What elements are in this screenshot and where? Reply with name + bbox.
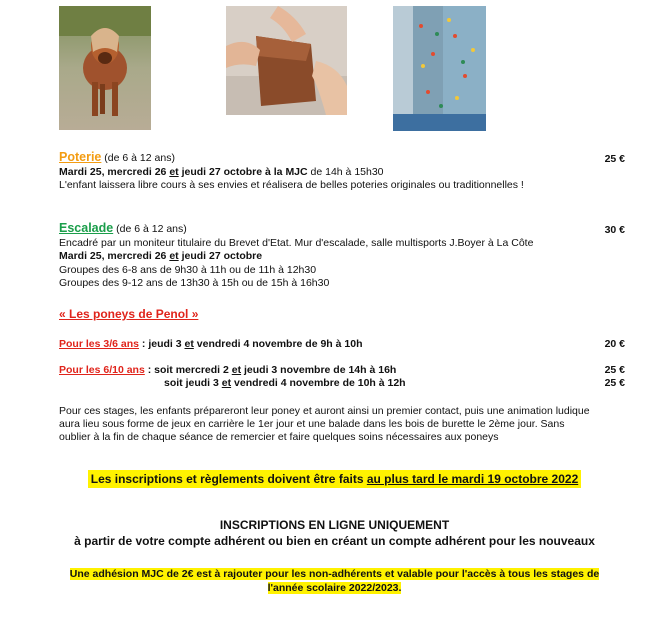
poterie-dates: Mardi 25, mercredi 26 et jeudi 27 octobre à la MJC de 14h à 15h30 (59, 166, 384, 178)
poneys-line-3: soit jeudi 3 et vendredi 4 novembre de 10h à 12h (164, 377, 406, 389)
escalade-heading (59, 221, 187, 235)
poneys-description-3: oublier à la fin de chaque séance de remercier et faire quelques soins nécessaires aux poneys (59, 431, 499, 443)
escalade-age: (de 6 à 12 ans) (113, 223, 187, 235)
poneys-price-3: 25 € (604, 377, 625, 389)
poneys-price-1: 20 € (604, 338, 625, 350)
poterie-price: 25 € (604, 153, 625, 165)
online-subtitle: à partir de votre compte adhérent ou bien en créant un compte adhérent pour les nouveaux (74, 534, 595, 548)
escalade-group-1: Groupes des 6-8 ans de 9h30 à 11h ou de 11h à 12h30 (59, 264, 317, 276)
escalade-description: Encadré par un moniteur titulaire du Brevet d'Etat. Mur d'escalade, salle multisports J.Boyer à La Côte (59, 237, 534, 249)
poneys-price-2: 25 € (604, 364, 625, 376)
poneys-title: « Les poneys de Penol » (59, 307, 199, 321)
poneys-line-2: Pour les 6/10 ans : soit mercredi 2 et jeudi 3 novembre de 14h à 16h (59, 364, 397, 376)
poterie-description: L'enfant laissera libre cours à ses envies et réalisera de belles poteries originales ou traditionnelles ! (59, 179, 524, 191)
pony-photo (59, 6, 151, 130)
climbing-wall-photo (393, 6, 486, 131)
inscriptions-deadline: Les inscriptions et règlements doivent être faits au plus tard le mardi 19 octobre 2022 (0, 472, 669, 486)
poterie-title: Poterie (59, 150, 102, 164)
escalade-dates: Mardi 25, mercredi 26 et jeudi 27 octobre (59, 250, 263, 262)
escalade-group-2: Groupes des 9-12 ans de 13h30 à 15h ou de 15h à 16h30 (59, 277, 330, 289)
poneys-line-1: Pour les 3/6 ans : jeudi 3 et vendredi 4 novembre de 9h à 10h (59, 338, 363, 350)
escalade-title: Escalade (59, 221, 114, 235)
pottery-photo (226, 6, 347, 115)
escalade-price: 30 € (604, 224, 625, 236)
online-title: INSCRIPTIONS EN LIGNE UNIQUEMENT (219, 518, 450, 532)
poterie-age: (de 6 à 12 ans) (101, 152, 175, 164)
poneys-description-2: aura lieu sous forme de jeux en carrière le 1er jour et une balade dans les bois de burette le 2ème jour. Sans (59, 418, 565, 430)
poterie-heading (59, 150, 175, 164)
adhesion-note: Une adhésion MJC de 2€ est à rajouter pour les non-adhérents et valable pour l'accès à tous les stages de l'année scolaire 2022/2023. (69, 568, 600, 594)
poneys-description-1: Pour ces stages, les enfants prépareront leur poney et auront ainsi un premier contact, puis une animation ludique (59, 405, 590, 417)
